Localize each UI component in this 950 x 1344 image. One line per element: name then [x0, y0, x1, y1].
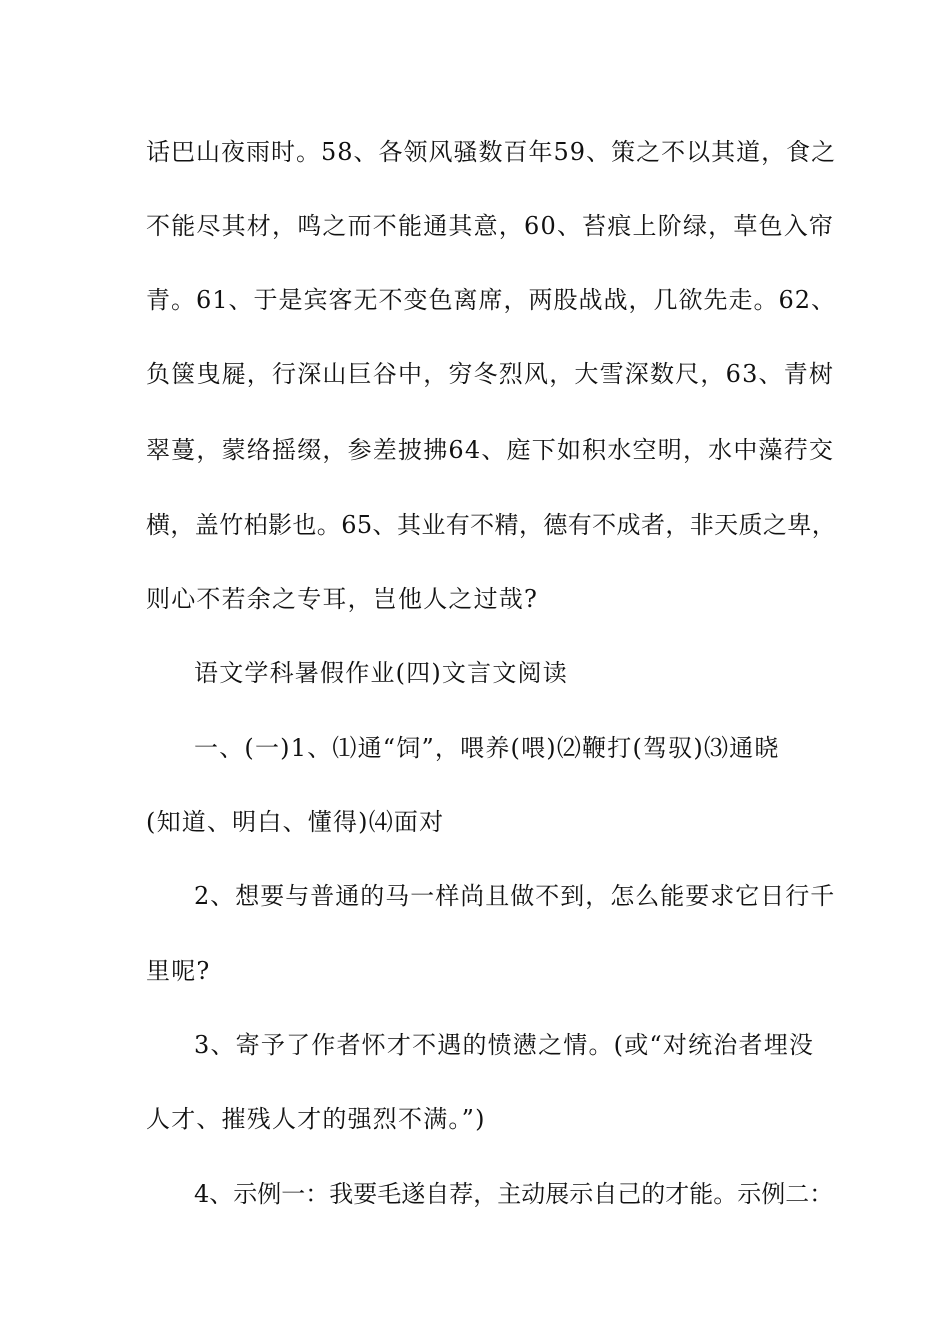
section-heading: 语文学科暑假作业(四)文言文阅读 [194, 659, 568, 687]
answer-3-line-1: 3、寄予了作者怀才不遇的愤懑之情。(或“对统治者埋没 [194, 1031, 815, 1059]
text-line-2: 不能尽其材，鸣之而不能通其意，60、苔痕上阶绿，草色入帘 [146, 212, 835, 240]
answer-2-line-2: 里呢? [146, 957, 211, 985]
answer-2-line-1: 2、想要与普通的马一样尚且做不到，怎么能要求它日行千 [194, 882, 836, 910]
text-line-4: 负箧曳屣，行深山巨谷中，穷冬烈风，大雪深数尺，63、青树 [146, 360, 835, 388]
text-line-6: 横，盖竹柏影也。65、其业有不精，德有不成者，非天质之卑， [146, 511, 837, 539]
answer-4-line-1: 4、示例一：我要毛遂自荐，主动展示自己的才能。示例二： [194, 1180, 834, 1208]
text-line-7: 则心不若余之专耳，岂他人之过哉? [146, 585, 539, 613]
answer-3-line-2: 人才、摧残人才的强烈不满。”) [146, 1105, 486, 1133]
text-line-1: 话巴山夜雨时。58、各领风骚数百年59、策之不以其道，食之 [146, 138, 837, 166]
text-line-5: 翠蔓，蒙络摇缀，参差披拂64、庭下如积水空明，水中藻荇交 [146, 436, 835, 464]
answer-1-line-1: 一、(一)1、⑴通“饲”，喂养(喂)⑵鞭打(驾驭)⑶通晓 [194, 734, 780, 762]
answer-1-line-2: (知道、明白、懂得)⑷面对 [146, 808, 445, 836]
text-line-3: 青。61、于是宾客无不变色离席，两股战战，几欲先走。62、 [146, 286, 837, 314]
